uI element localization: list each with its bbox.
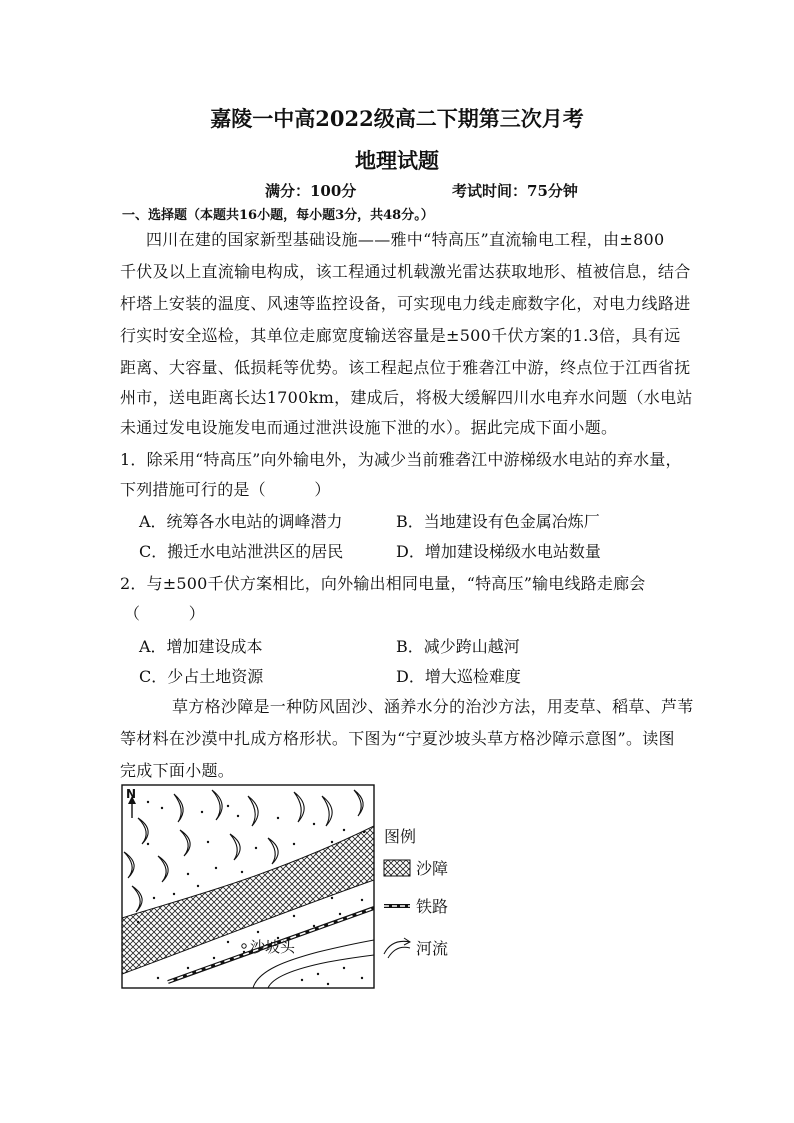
question1-option-a: A．统筹各水电站的调峰潜力 <box>139 512 343 531</box>
section-heading: 一、选择题（本题共16小题，每小题3分，共48分。） <box>122 208 434 223</box>
question1-stem-cont: 下列措施可行的是（ ） <box>120 480 331 499</box>
question1-option-c: C．搬迁水电站泄洪区的居民 <box>139 542 344 561</box>
legend-river-label: 河流 <box>416 939 449 958</box>
question2-stem: 2．与±500千伏方案相比，向外输出相同电量，“特高压”输电线路走廊会 <box>120 574 646 593</box>
passage1-line: 四川在建的国家新型基础设施——雅中“特高压”直流输电工程，由±800 <box>146 230 665 249</box>
question1-stem: 1．除采用“特高压”向外输电外，为减少当前雅砻江中游梯级水电站的弃水量， <box>120 450 682 469</box>
passage1-line: 千伏及以上直流输电构成，该工程通过机载激光雷达获取地形、植被信息，结合 <box>120 262 691 281</box>
shapotou-map-figure <box>118 782 458 992</box>
question2-stem-cont: （ ） <box>124 604 206 623</box>
passage2-line: 等材料在沙漠中扎成方格形状。下图为“宁夏沙坡头草方格沙障示意图”。读图 <box>120 729 675 748</box>
legend-railway-label: 铁路 <box>416 897 449 916</box>
exam-time: 考试时间：75分钟 <box>452 182 578 200</box>
question2-option-d: D．增大巡检难度 <box>396 667 521 686</box>
question1-option-d: D．增加建设梯级水电站数量 <box>396 542 601 561</box>
passage1-line: 州市，送电距离长达1700km，建成后，将极大缓解四川水电弃水问题（水电站 <box>120 388 693 407</box>
passage1-line: 距离、大容量、低损耗等优势。该工程起点位于雅砻江中游，终点位于江西省抚 <box>120 358 691 377</box>
passage1-line: 杆塔上安装的温度、风速等监控设备，可实现电力线走廊数字化，对电力线路进 <box>120 294 691 313</box>
question2-option-b: B．减少跨山越河 <box>396 637 520 656</box>
passage2-line: 草方格沙障是一种防风固沙、涵养水分的治沙方法，用麦草、稻草、芦苇 <box>172 697 694 716</box>
passage2-line: 完成下面小题。 <box>120 761 235 780</box>
north-label: N <box>126 787 137 801</box>
legend-barrier-icon <box>384 860 410 876</box>
question2-option-c: C．少占土地资源 <box>139 667 264 686</box>
exam-title: 嘉陵一中高2022级高二下期第三次月考 <box>210 106 584 131</box>
place-label: 沙坡头 <box>250 938 296 956</box>
place-marker-icon <box>242 944 246 948</box>
question1-option-b: B．当地建设有色金属冶炼厂 <box>396 512 600 531</box>
legend-barrier-label: 沙障 <box>416 859 449 878</box>
passage1-line: 行实时安全巡检，其单位走廊宽度输送容量是±500千伏方案的1.3倍，具有远 <box>120 326 681 345</box>
legend-title: 图例 <box>384 827 417 846</box>
legend-river-icon <box>384 938 410 958</box>
passage1-line: 未通过发电设施发电而通过泄洪设施下泄的水）。据此完成下面小题。 <box>120 418 618 437</box>
exam-subtitle: 地理试题 <box>355 148 439 173</box>
full-score: 满分：100分 <box>265 182 357 200</box>
question2-option-a: A．增加建设成本 <box>139 637 263 656</box>
